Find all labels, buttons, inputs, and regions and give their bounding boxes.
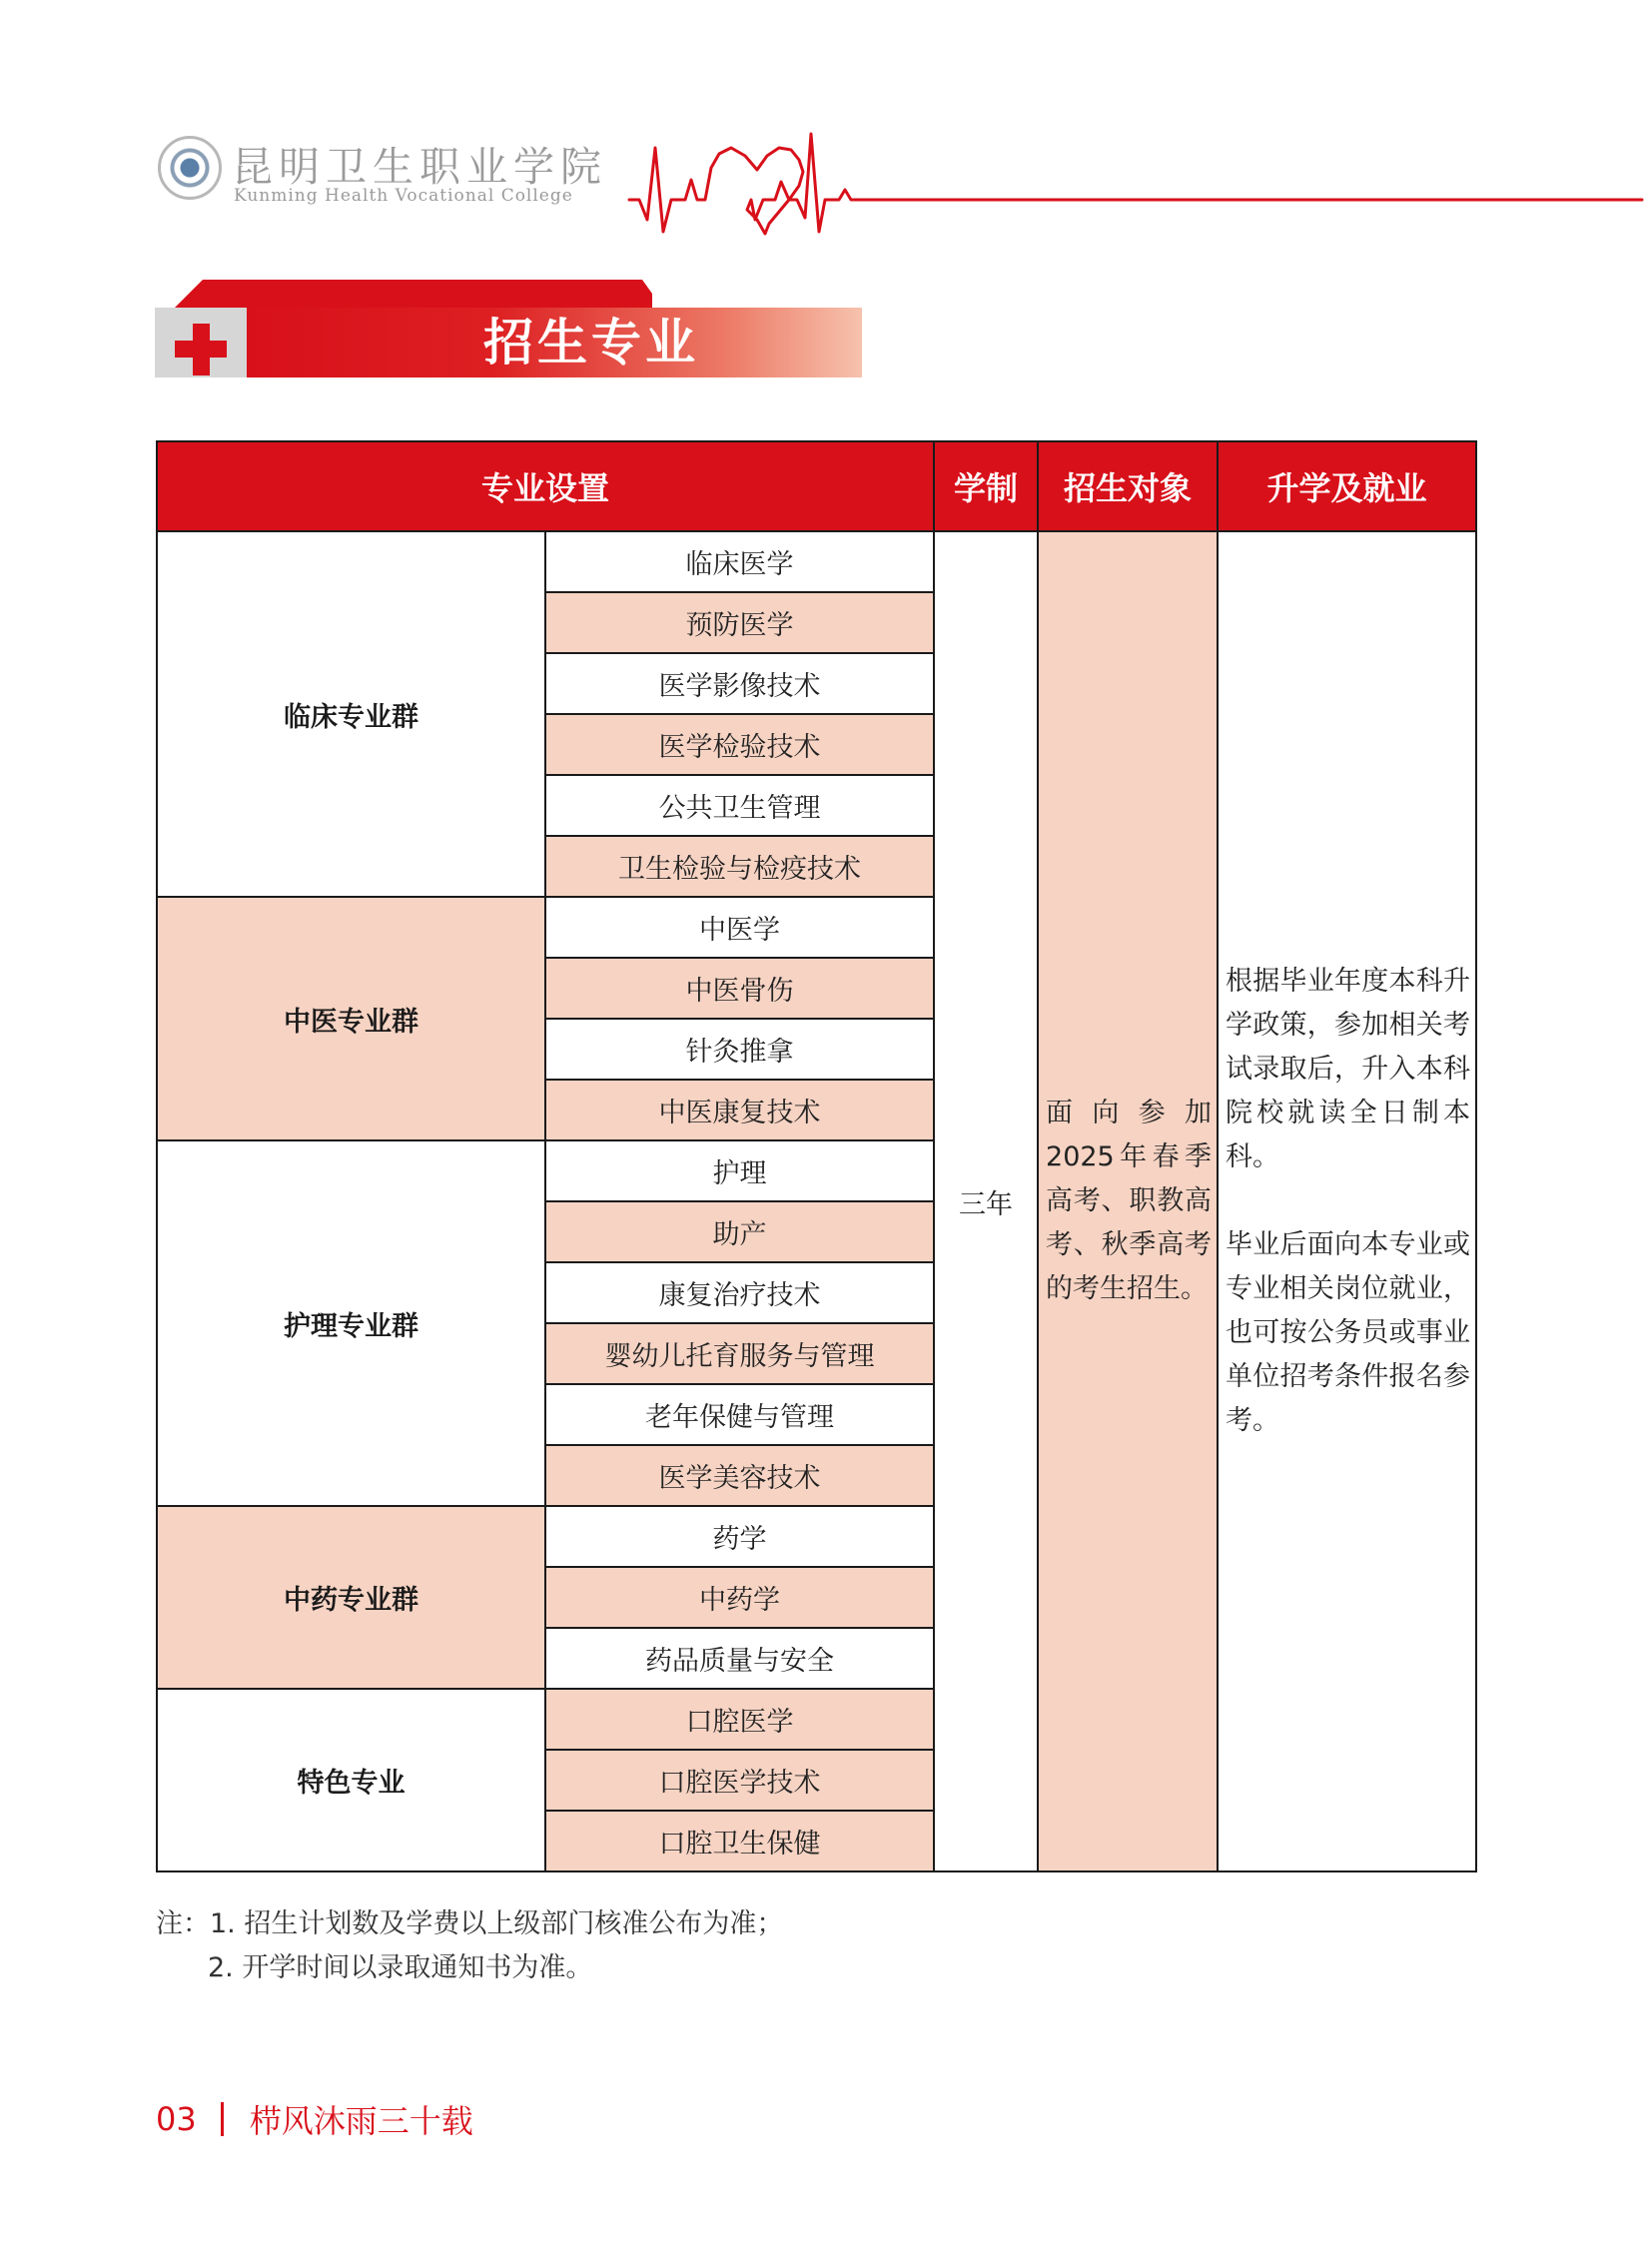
college-emblem-icon <box>158 136 222 200</box>
major-cell: 卫生检验与检疫技术 <box>545 836 934 897</box>
section-title: 招生专业 <box>483 314 699 372</box>
major-cell: 医学美容技术 <box>545 1445 934 1506</box>
group-name: 临床专业群 <box>157 531 545 897</box>
note-item-1: 1. 招生计划数及学费以上级部门核准公布为准； <box>210 1908 784 1939</box>
note-row-1 <box>156 1902 783 1946</box>
major-cell: 中医骨伤 <box>545 958 934 1019</box>
admissions-table <box>156 440 1477 1872</box>
target-cell <box>1038 531 1218 1871</box>
group-name: 中药专业群 <box>157 1506 545 1689</box>
footer-slogan: 栉风沐雨三十载 <box>249 2102 473 2140</box>
target-text: 面向参加2025年春季高考、职教高考、秋季高考的考生招生。 <box>1046 1098 1213 1304</box>
college-name-cn: 昆明卫生职业学院 <box>232 143 607 191</box>
note-prefix: 注： <box>156 1908 210 1939</box>
college-name-en: Kunming Health Vocational College <box>234 186 573 206</box>
notes <box>156 1902 783 1990</box>
major-cell: 中医康复技术 <box>545 1080 934 1140</box>
major-cell: 口腔医学 <box>545 1689 934 1750</box>
header-target: 招生对象 <box>1038 441 1218 531</box>
major-cell: 助产 <box>545 1201 934 1262</box>
note-item-2: 2. 开学时间以录取通知书为准。 <box>208 1952 593 1983</box>
major-cell: 药品质量与安全 <box>545 1628 934 1689</box>
group-name: 特色专业 <box>157 1689 545 1871</box>
major-cell: 老年保健与管理 <box>545 1384 934 1445</box>
banner-tab <box>173 280 652 310</box>
footer-divider <box>221 2102 224 2136</box>
major-cell: 医学检验技术 <box>545 714 934 775</box>
red-cross-icon <box>155 308 247 377</box>
major-cell: 康复治疗技术 <box>545 1262 934 1323</box>
major-cell: 中医学 <box>545 897 934 958</box>
career-paragraph-1: 根据毕业年度本科升学政策，参加相关考试录取后，升入本科院校就读全日制本科。 <box>1226 966 1471 1172</box>
table-header-row <box>157 441 1476 531</box>
table-row <box>157 531 1476 592</box>
major-cell: 针灸推拿 <box>545 1019 934 1080</box>
major-cell: 医学影像技术 <box>545 653 934 714</box>
major-cell: 预防医学 <box>545 592 934 653</box>
section-banner <box>155 280 874 379</box>
note-row-2 <box>156 1946 783 1990</box>
college-logo <box>158 134 607 214</box>
major-cell: 临床医学 <box>545 531 934 592</box>
group-name: 护理专业群 <box>157 1140 545 1506</box>
major-cell: 婴幼儿托育服务与管理 <box>545 1323 934 1384</box>
major-cell: 护理 <box>545 1140 934 1201</box>
group-name: 中医专业群 <box>157 897 545 1140</box>
header-duration: 学制 <box>934 441 1038 531</box>
major-cell: 药学 <box>545 1506 934 1567</box>
duration-cell: 三年 <box>934 531 1038 1871</box>
header-major: 专业设置 <box>157 441 934 531</box>
major-cell: 口腔医学技术 <box>545 1750 934 1811</box>
header-career: 升学及就业 <box>1218 441 1476 531</box>
major-cell: 公共卫生管理 <box>545 775 934 836</box>
career-paragraph-2: 毕业后面向本专业或专业相关岗位就业，也可按公务员或事业单位招考条件报名参考。 <box>1226 1229 1471 1436</box>
major-cell: 中药学 <box>545 1567 934 1628</box>
page-footer <box>156 2099 473 2139</box>
page-number: 03 <box>156 2100 197 2138</box>
heartbeat-line-icon <box>619 120 1652 240</box>
career-cell <box>1218 531 1476 1871</box>
major-cell: 口腔卫生保健 <box>545 1811 934 1871</box>
